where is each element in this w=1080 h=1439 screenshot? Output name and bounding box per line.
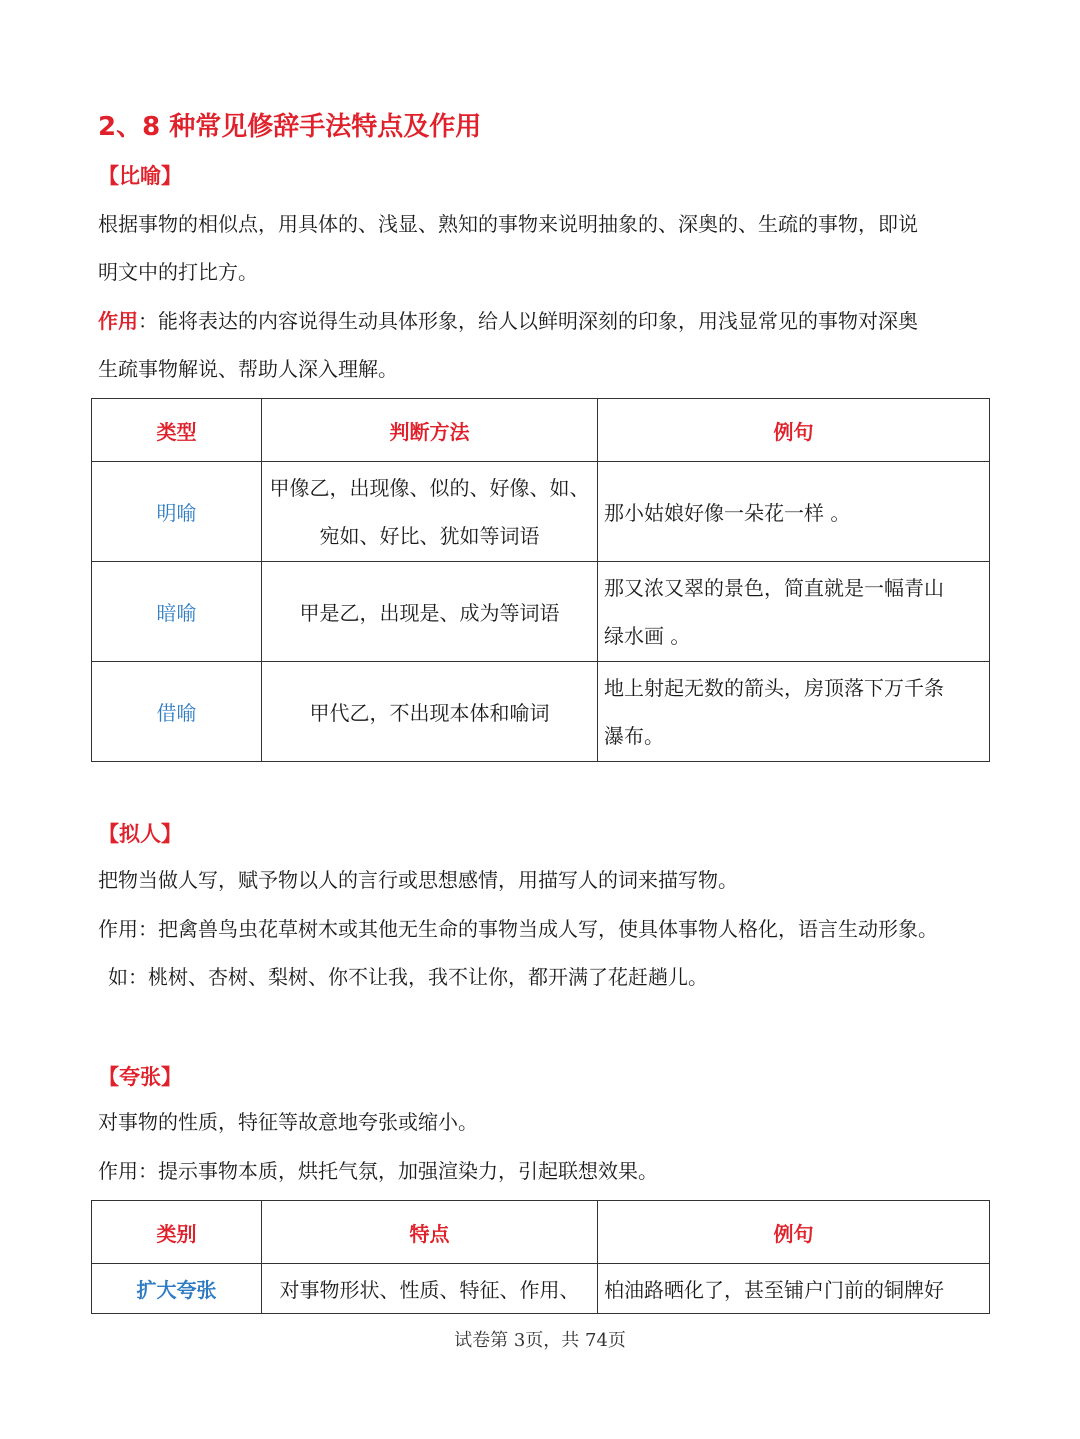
simile-effect-line2: 生疏事物解说、帮助人深入理解。 [98,357,398,381]
header-category: 类别 [92,1201,262,1264]
simile-definition-line1: 根据事物的相似点，用具体的、浅显、熟知的事物来说明抽象的、深奥的、生疏的事物，即说 [98,212,918,236]
header-type: 类型 [92,399,262,462]
example-line: 瀑布。 [604,723,664,748]
simile-table [91,398,990,762]
section-title: 2、8 种常见修辞手法特点及作用 [98,112,482,142]
example-line: 那又浓又翠的景色，简直就是一幅青山 [604,575,944,600]
personification-effect: 作用：把禽兽鸟虫花草树木或其他无生命的事物当成人写，使具体事物人格化，语言生动形象。 [98,917,938,941]
table-header-row [92,399,990,462]
example-line: 绿水画 。 [604,623,691,648]
row-method [262,462,598,562]
row-type: 暗喻 [92,562,262,662]
table-row [92,462,990,562]
simile-heading: 【比喻】 [98,164,182,188]
table-row [92,1264,990,1314]
simile-definition-line2: 明文中的打比方。 [98,260,258,284]
personification-heading: 【拟人】 [98,822,182,846]
exaggeration-definition: 对事物的性质，特征等故意地夸张或缩小。 [98,1110,478,1134]
effect-label: 作用 [98,309,138,333]
row-example [598,662,990,762]
example-line: 地上射起无数的箭头，房顶落下万千条 [604,675,944,700]
header-example: 例句 [598,1201,990,1264]
header-method: 判断方法 [262,399,598,462]
row-feature: 对事物形状、性质、特征、作用、 [262,1264,598,1314]
row-example: 那小姑娘好像一朵花一样 。 [598,462,990,562]
page-footer: 试卷第 3页，共 74页 [454,1330,626,1351]
table-header-row [92,1201,990,1264]
personification-definition: 把物当做人写，赋予物以人的言行或思想感情，用描写人的词来描写物。 [98,868,738,892]
personification-example: 如：桃树、杏树、梨树、你不让我，我不让你，都开满了花赶趟儿。 [108,965,708,989]
row-type: 明喻 [92,462,262,562]
table-row [92,562,990,662]
row-category: 扩大夸张 [92,1264,262,1314]
row-example: 柏油路晒化了，甚至铺户门前的铜牌好 [598,1264,990,1314]
header-example: 例句 [598,399,990,462]
row-method: 甲是乙，出现是、成为等词语 [262,562,598,662]
header-feature: 特点 [262,1201,598,1264]
exaggeration-effect: 作用：提示事物本质，烘托气氛，加强渲染力，引起联想效果。 [98,1159,658,1183]
method-line: 甲像乙，出现像、似的、好像、如、 [269,475,590,500]
row-example [598,562,990,662]
row-method: 甲代乙，不出现本体和喻词 [262,662,598,762]
row-type: 借喻 [92,662,262,762]
method-line: 宛如、好比、犹如等词语 [319,523,540,548]
table-row [92,662,990,762]
effect-text: ：能将表达的内容说得生动具体形象，给人以鲜明深刻的印象，用浅显常见的事物对深奥 [138,309,918,333]
simile-effect-line1 [98,297,918,345]
exaggeration-heading: 【夸张】 [98,1065,182,1089]
exaggeration-table [91,1200,990,1314]
